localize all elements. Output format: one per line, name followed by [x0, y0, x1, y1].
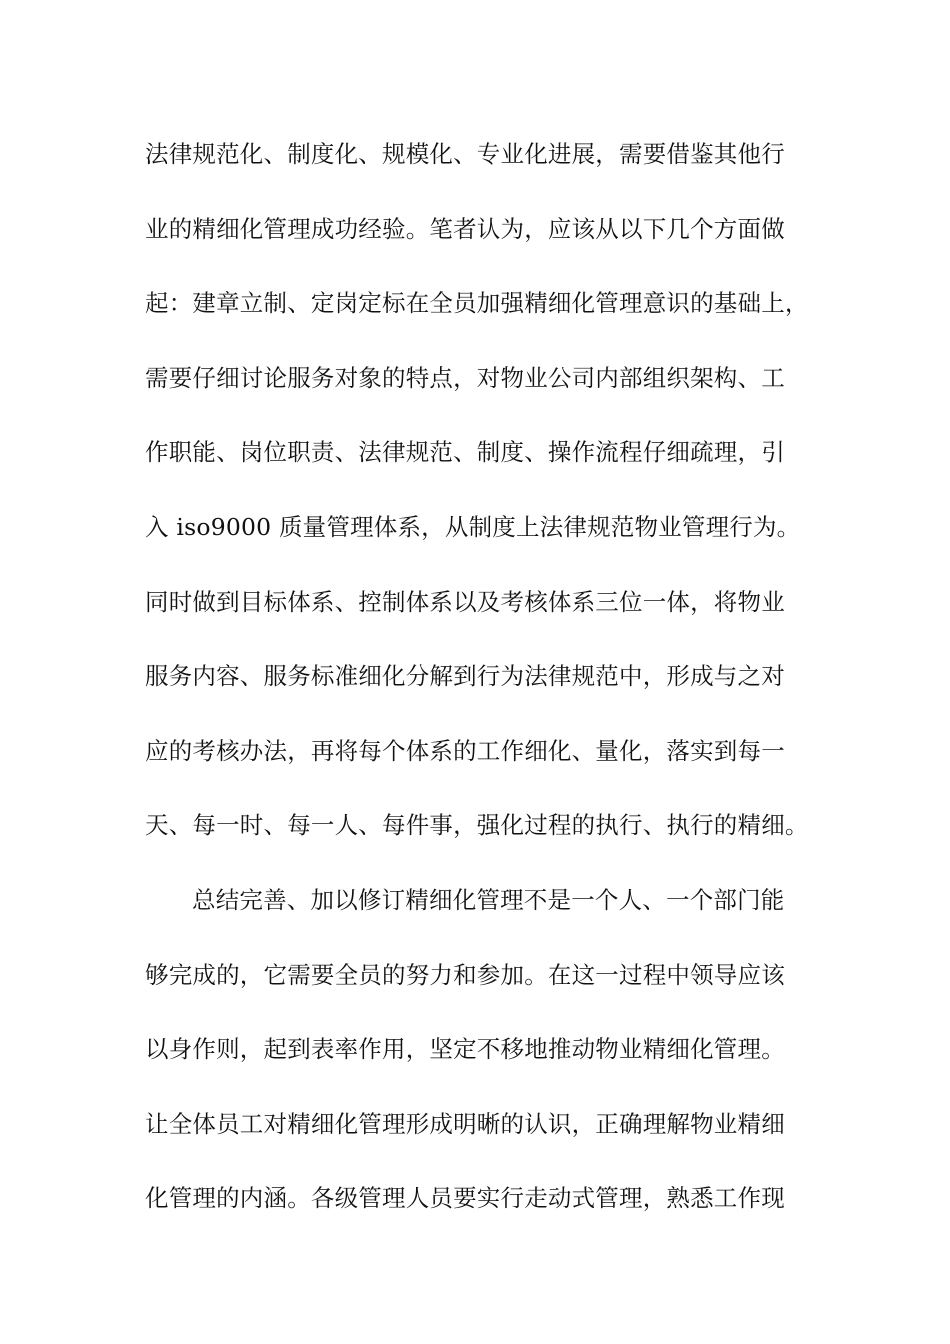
text-line-15: 化管理的内涵。各级管理人员要实行走动式管理，熟悉工作现 [145, 1184, 785, 1213]
text-line-6: 入 iso9000 质量管理体系，从制度上法律规范物业管理行为。 [145, 512, 801, 541]
text-line-4: 需要仔细讨论服务对象的特点，对物业公司内部组织架构、工 [145, 363, 785, 392]
text-line-3: 起：建章立制、定岗定标在全员加强精细化管理意识的基础上， [145, 289, 809, 318]
text-line-13: 以身作则，起到表率作用，坚定不移地推动物业精细化管理。 [145, 1035, 785, 1064]
text-line-9: 应的考核办法，再将每个体系的工作细化、量化，落实到每一 [145, 736, 785, 765]
text-line-12: 够完成的，它需要全员的努力和参加。在这一过程中领导应该 [145, 960, 785, 989]
paragraph-start-line: 总结完善、加以修订精细化管理不是一个人、一个部门能 [192, 885, 785, 914]
body-text [145, 131, 825, 1250]
text-line-7: 同时做到目标体系、控制体系以及考核体系三位一体，将物业 [145, 587, 785, 616]
text-line-10: 天、每一时、每一人、每件事，强化过程的执行、执行的精细。 [145, 811, 809, 840]
text-line-14: 让全体员工对精细化管理形成明晰的认识，正确理解物业精细 [145, 1109, 785, 1138]
text-line-5: 作职能、岗位职责、法律规范、制度、操作流程仔细疏理，引 [145, 438, 785, 467]
text-line-2: 业的精细化管理成功经验。笔者认为，应该从以下几个方面做 [145, 214, 785, 243]
text-line-8: 服务内容、服务标准细化分解到行为法律规范中，形成与之对 [145, 662, 785, 691]
text-line-1: 法律规范化、制度化、规模化、专业化进展，需要借鉴其他行 [145, 140, 785, 168]
